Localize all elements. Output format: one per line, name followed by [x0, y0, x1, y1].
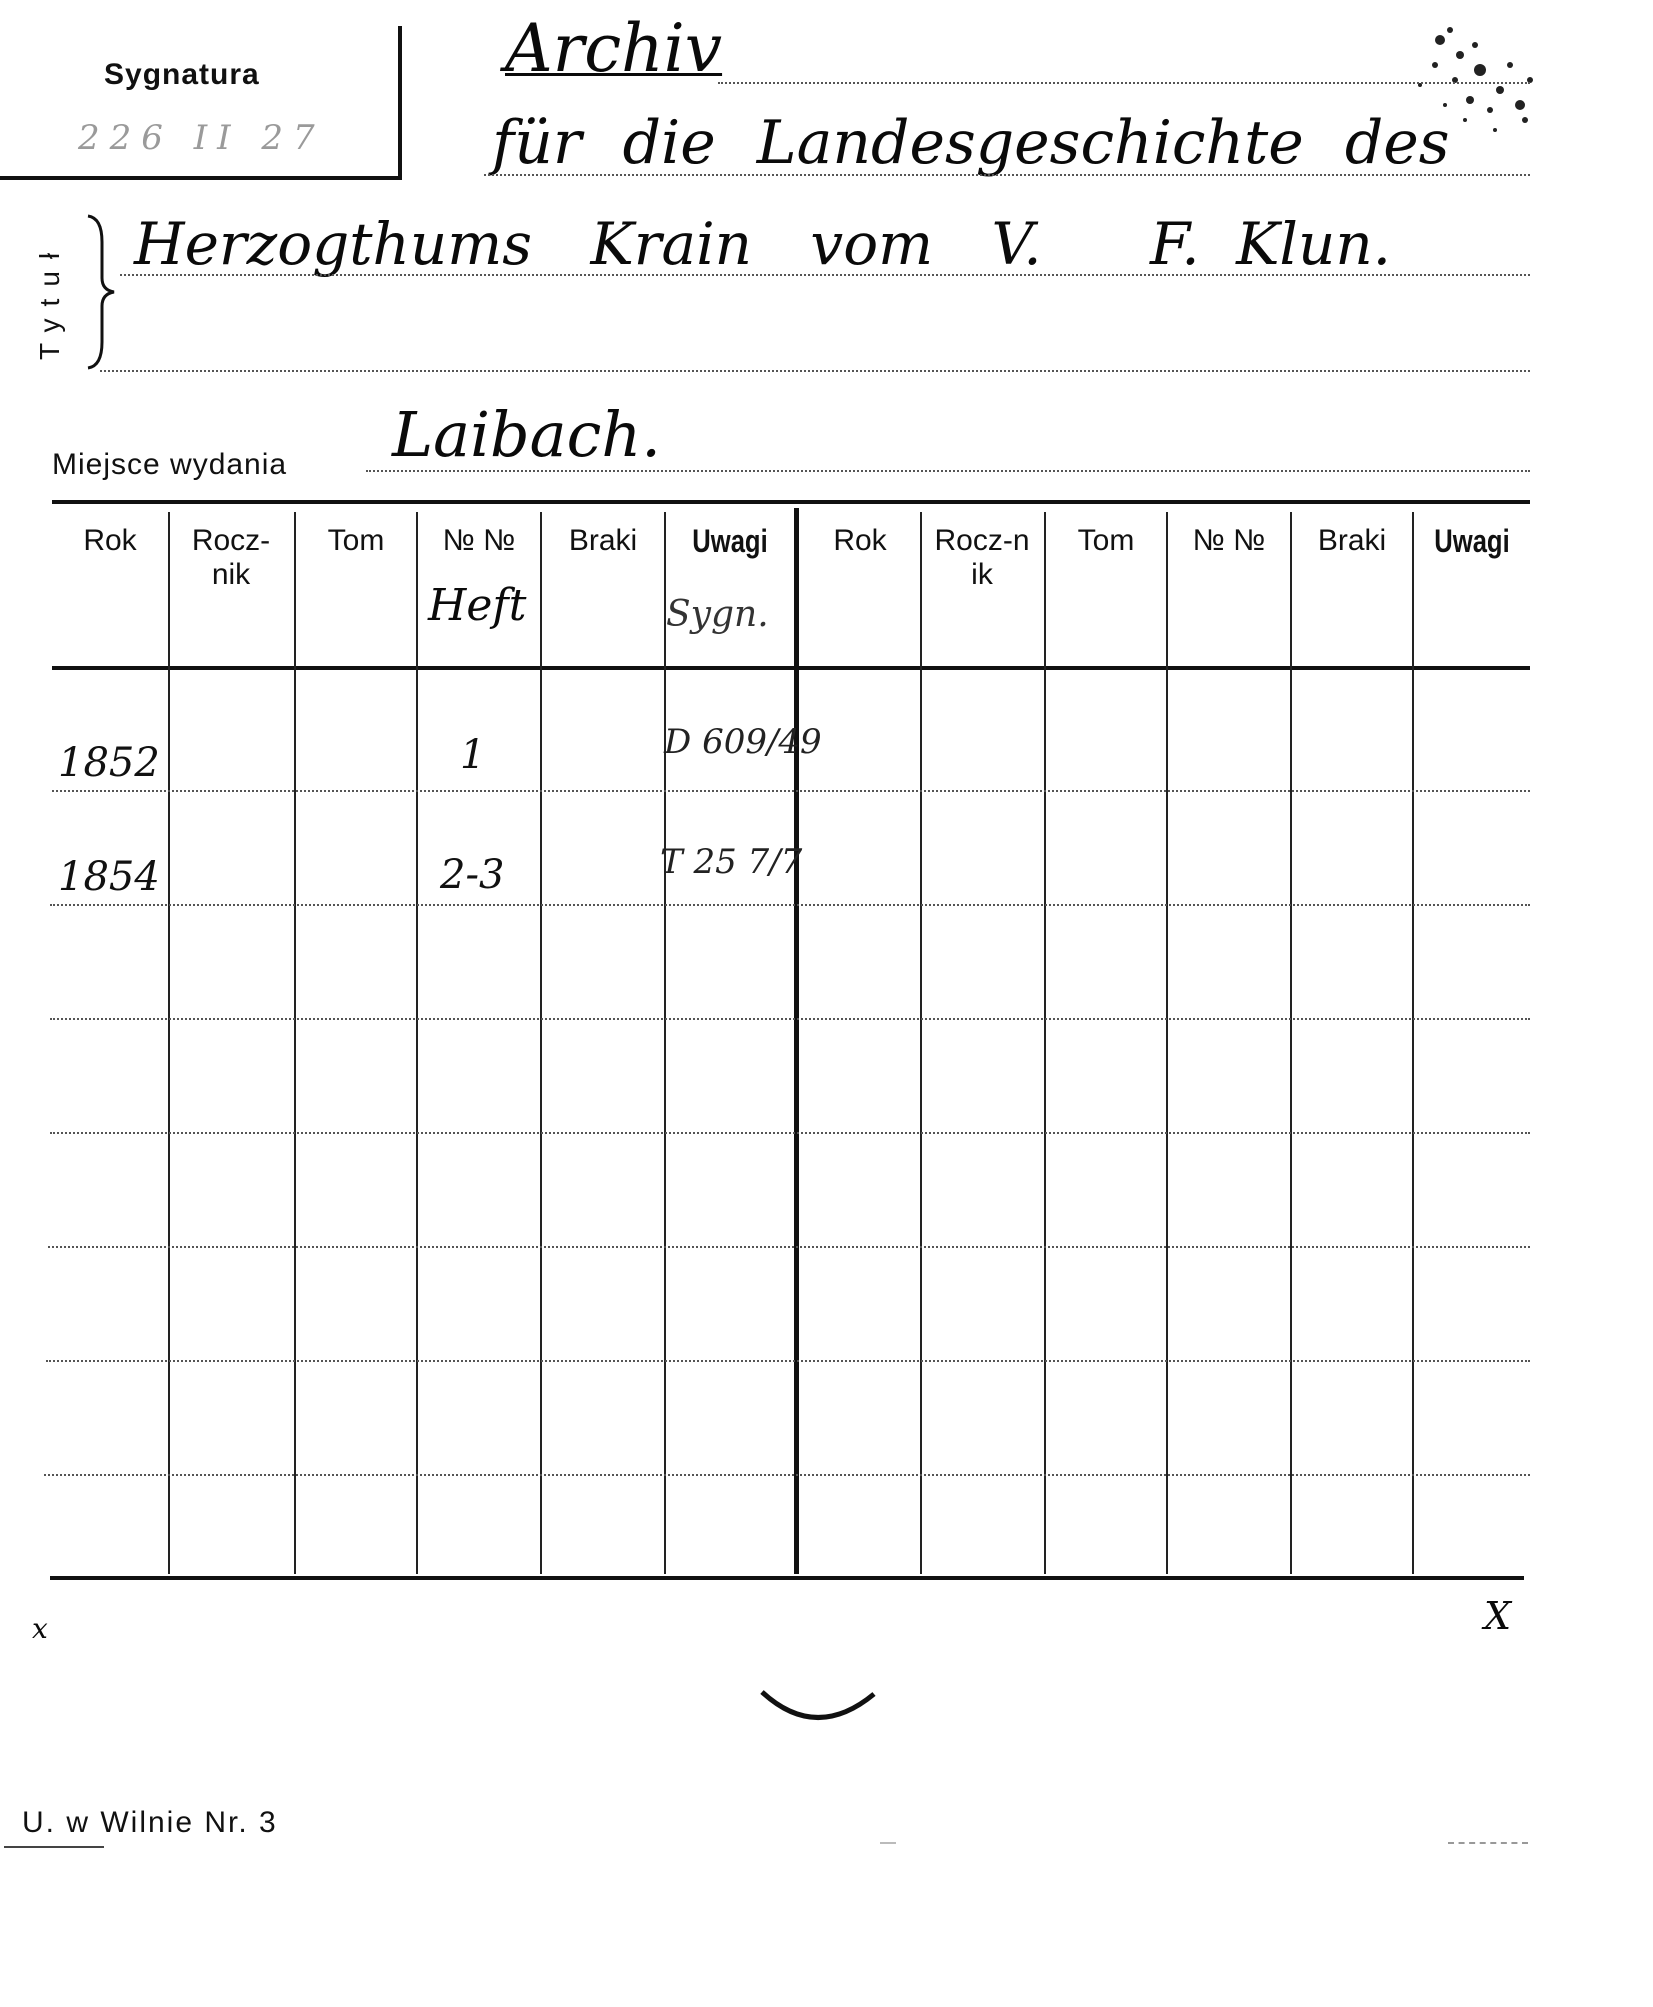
- row-2-nr: 2-3: [440, 852, 505, 898]
- footer-dots: [1448, 1842, 1528, 1844]
- col-divider: [1044, 512, 1046, 1574]
- title-line-3: Herzogthums Krain vom V.: [134, 210, 1042, 278]
- table-header-rule: [52, 666, 1530, 670]
- title-line-1-dots: [718, 82, 1530, 84]
- punch-mark: [756, 1686, 880, 1736]
- col-divider: [540, 512, 542, 1574]
- footer-mark-right: X: [1484, 1594, 1512, 1638]
- col-header-uwagi-right: Uwagi: [1434, 523, 1510, 559]
- printer-imprint: U. w Wilnie Nr. 3: [22, 1806, 278, 1839]
- row-dots: [52, 790, 1530, 792]
- col-header-rocznik: Rocz-nik: [191, 524, 271, 591]
- title-line-3-dots: [120, 274, 1530, 276]
- sygn-note: Sygn.: [666, 594, 769, 635]
- place-label: Miejsce wydania: [52, 448, 288, 481]
- col-header-braki-right: Braki: [1317, 524, 1387, 557]
- sygnatura-label: Sygnatura: [104, 58, 260, 91]
- col-header-rok: Rok: [83, 524, 137, 557]
- col-divider: [920, 512, 922, 1574]
- col-divider: [1166, 512, 1168, 1574]
- col-header-braki: Braki: [568, 524, 638, 557]
- col-divider: [664, 512, 666, 1574]
- tytul-label: Tytuł: [34, 240, 65, 360]
- footer-dots: [880, 1842, 896, 1844]
- col-divider: [416, 512, 418, 1574]
- title-line-1: Archiv: [505, 10, 723, 87]
- row-dots: [48, 1246, 1530, 1248]
- place-value: Laibach.: [392, 398, 661, 471]
- table-top-rule: [52, 500, 1530, 504]
- col-header-uwagi: Uwagi: [692, 523, 768, 559]
- imprint-underline: [4, 1846, 104, 1848]
- col-header-tom-right: Tom: [1077, 524, 1135, 557]
- place-dots: [366, 470, 1530, 472]
- row-dots: [44, 1474, 1530, 1476]
- col-divider: [294, 512, 296, 1574]
- title-line-2-dots: [484, 174, 1530, 176]
- table-bottom-rule: [50, 1576, 1524, 1580]
- col-header-rok-right: Rok: [833, 524, 887, 557]
- row-1-nr: 1: [460, 732, 486, 778]
- title-author: F. Klun.: [1150, 210, 1392, 278]
- sygnatura-box-bottom-border: [0, 176, 402, 180]
- row-dots: [50, 1018, 1530, 1020]
- table-center-divider: [794, 508, 799, 1574]
- row-2-uwagi: T 25 7/7: [660, 842, 803, 882]
- row-dots: [46, 1360, 1530, 1362]
- row-dots: [50, 1132, 1530, 1134]
- col-divider: [1412, 512, 1414, 1574]
- row-1-rok: 1852: [58, 740, 160, 786]
- title-line-4-dots: [100, 370, 1530, 372]
- sygnatura-value: 226 II 27: [78, 118, 325, 158]
- row-1-uwagi: D 609/49: [664, 722, 822, 762]
- title-line-2: für die Landesgeschichte des: [492, 108, 1450, 178]
- footer-mark-left: x: [32, 1612, 48, 1645]
- col-divider: [1290, 512, 1292, 1574]
- col-header-numery-right: № №: [1192, 524, 1266, 557]
- col-header-rocznik-right: Rocz-nik: [934, 524, 1030, 591]
- col-divider: [168, 512, 170, 1574]
- col-header-numery: № №: [442, 524, 516, 557]
- row-dots: [50, 904, 1530, 906]
- sygnatura-box-right-border: [398, 26, 402, 178]
- heft-note: Heft: [428, 580, 527, 631]
- tytul-brace: [80, 212, 120, 372]
- col-header-tom: Tom: [327, 524, 385, 557]
- row-2-rok: 1854: [58, 854, 160, 900]
